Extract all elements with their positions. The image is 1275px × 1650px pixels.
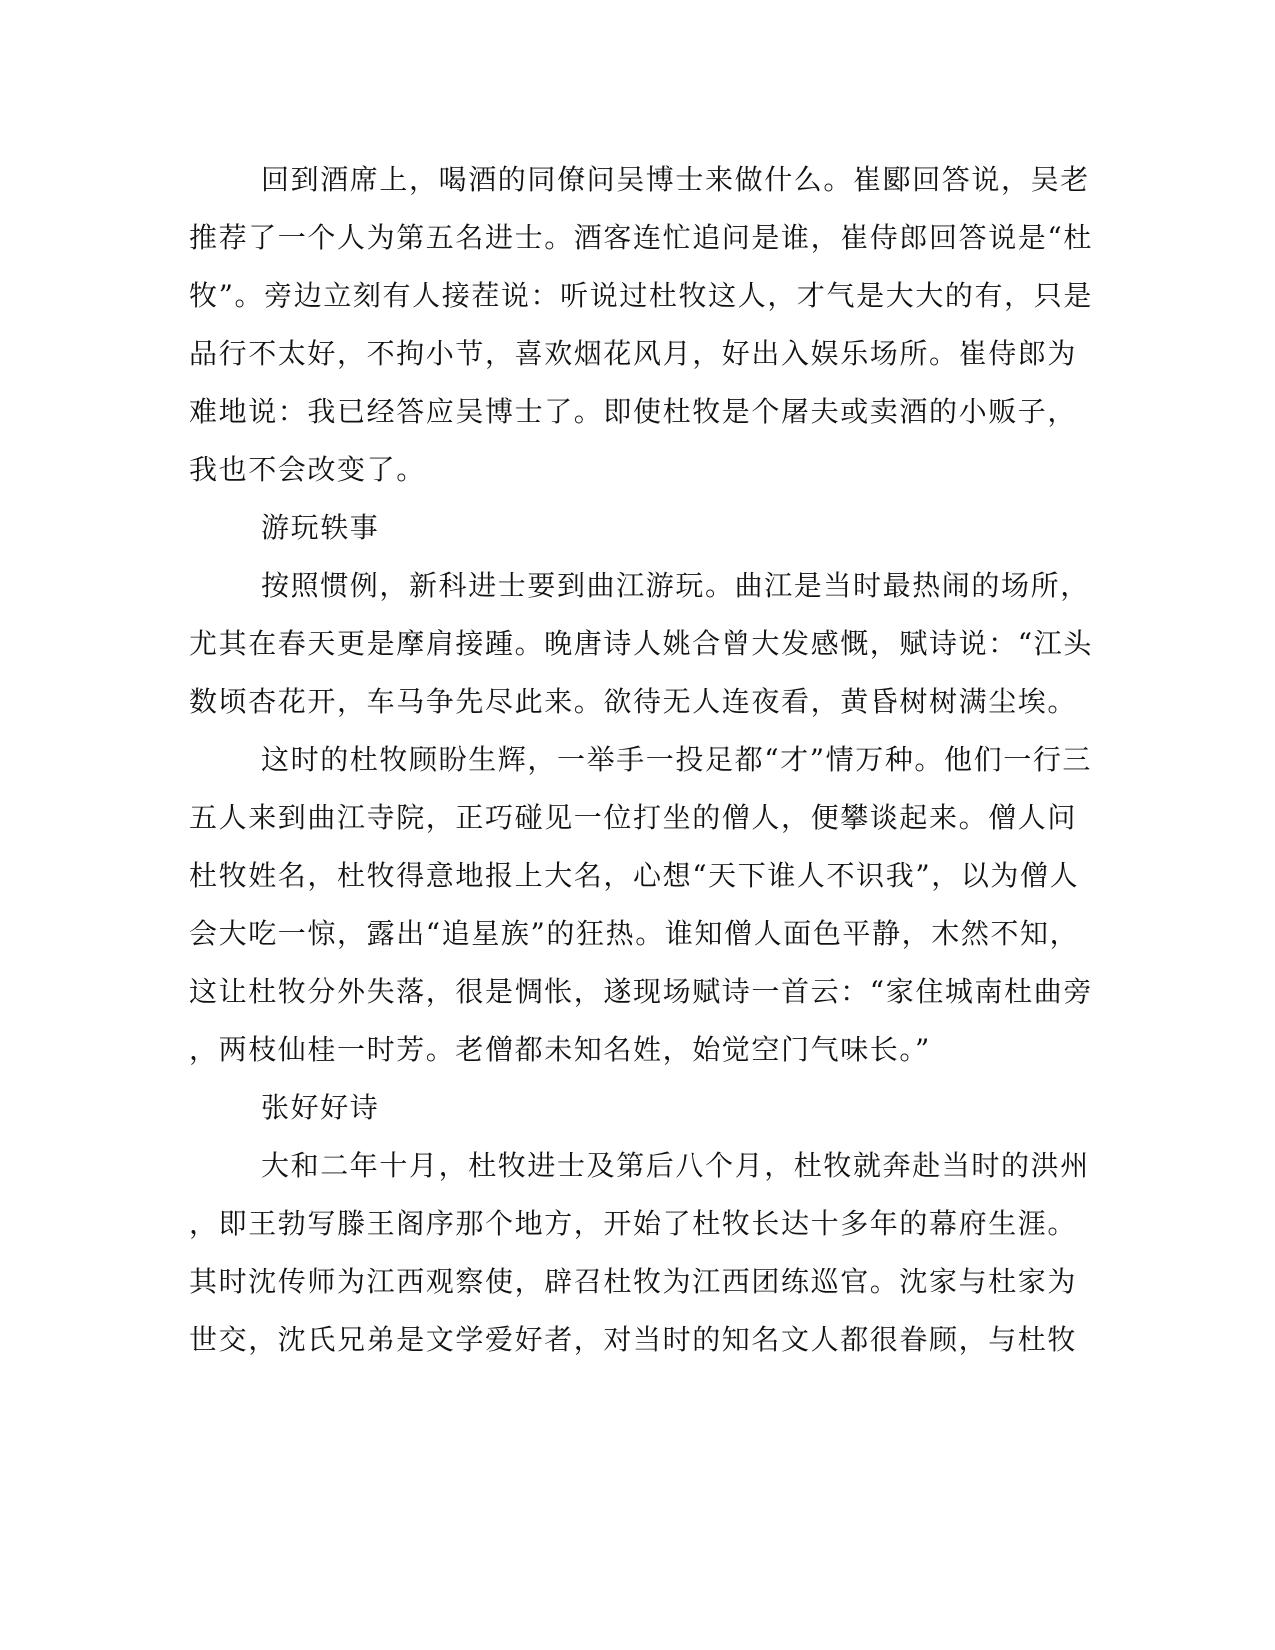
paragraph-line: ，即王勃写滕王阁序那个地方，开始了杜牧长达十多年的幕府生涯。 [189,1207,1078,1240]
paragraph-line: 其时沈传师为江西观察使，辟召杜牧为江西团练巡官。沈家与杜家为 [189,1265,1078,1298]
paragraph-line: 会大吃一惊，露出“追星族”的狂热。谁知僧人面色平静，木然不知， [189,917,1080,950]
paragraph-line: 这时的杜牧顾盼生辉，一举手一投足都“才”情万种。他们一行三 [261,743,1093,776]
paragraph-line: 世交，沈氏兄弟是文学爱好者，对当时的知名文人都很眷顾，与杜牧 [189,1323,1078,1356]
paragraph-line: 尤其在春天更是摩肩接踵。晚唐诗人姚合曾大发感慨，赋诗说：“江头 [189,627,1093,660]
section-heading-travel-anecdote: 游玩轶事 [261,511,380,544]
section-heading-zhang-haohao-poem: 张好好诗 [261,1091,380,1124]
paragraph-line: 我也不会改变了。 [189,453,426,486]
paragraph-line: 品行不太好，不拘小节，喜欢烟花风月，好出入娱乐场所。崔侍郎为 [189,337,1078,370]
paragraph-line: ，两枝仙桂一时芳。老僧都未知名姓，始觉空门气味长。” [189,1033,931,1066]
paragraph-line: 杜牧姓名，杜牧得意地报上大名，心想“天下谁人不识我”，以为僧人 [189,859,1080,892]
paragraph-line: 按照惯例，新科进士要到曲江游玩。曲江是当时最热闹的场所， [261,569,1090,602]
paragraph-line: 推荐了一个人为第五名进士。酒客连忙追问是谁，崔侍郎回答说是“杜 [189,221,1093,254]
paragraph-line: 五人来到曲江寺院，正巧碰见一位打坐的僧人，便攀谈起来。僧人问 [189,801,1078,834]
paragraph-line: 难地说：我已经答应吴博士了。即使杜牧是个屠夫或卖酒的小贩子， [189,395,1078,428]
paragraph-line: 牧”。旁边立刻有人接茬说：听说过杜牧这人，才气是大大的有，只是 [189,279,1093,312]
paragraph-line: 这让杜牧分外失落，很是惆怅，遂现场赋诗一首云：“家住城南杜曲旁 [189,975,1093,1008]
paragraph-line: 回到酒席上，喝酒的同僚问吴博士来做什么。崔郾回答说，吴老 [261,163,1090,196]
paragraph-line: 大和二年十月，杜牧进士及第后八个月，杜牧就奔赴当时的洪州 [261,1149,1090,1182]
paragraph-line: 数顷杏花开，车马争先尽此来。欲待无人连夜看，黄昏树树满尘埃。 [189,685,1078,718]
